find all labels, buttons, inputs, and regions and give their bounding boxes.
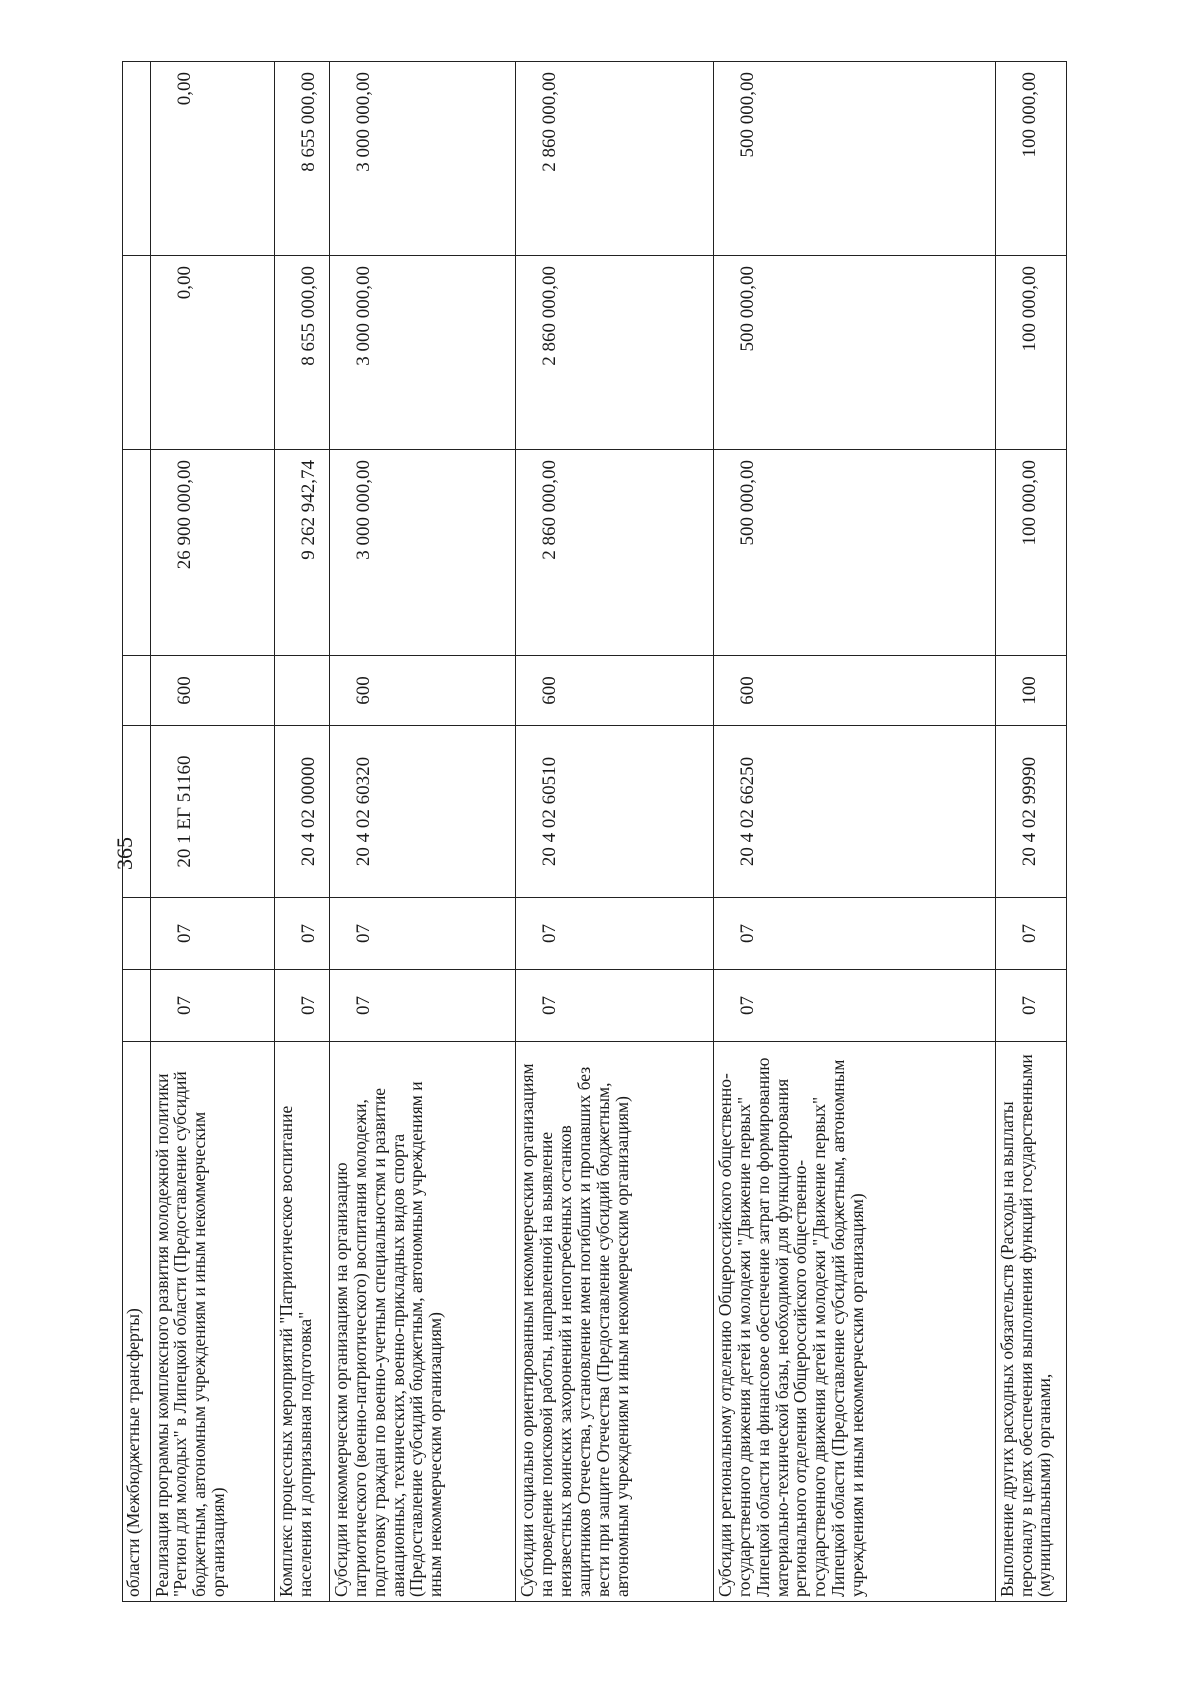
amount-2: 0,00: [150, 256, 274, 450]
amount-2: 8 655 000,00: [274, 256, 329, 450]
amount-3: 2 860 000,00: [516, 62, 714, 256]
row-name: Реализация программы комплексного развития молодежной политики "Регион для молодых" в Липецкой области (Предоставление субсидий бюджетным, автономным учреждениям и иным некоммерческим организациям): [150, 1042, 274, 1602]
section-code: 07: [995, 970, 1066, 1042]
subsection-code: 07: [329, 898, 515, 970]
target-code: 20 4 02 60510: [516, 726, 714, 898]
subsection-code: 07: [995, 898, 1066, 970]
expense-type-code: [274, 656, 329, 726]
amount-2: 2 860 000,00: [516, 256, 714, 450]
amount-1: 500 000,00: [713, 450, 995, 656]
table-row: [150, 62, 274, 1602]
table-row: [274, 62, 329, 1602]
table-row: [713, 62, 995, 1602]
subsection-code: 07: [713, 898, 995, 970]
table-row: [995, 62, 1066, 1602]
amount-1: 2 860 000,00: [516, 450, 714, 656]
amount-1: 100 000,00: [995, 450, 1066, 656]
amount-1: [123, 450, 151, 656]
row-name: области (Межбюджетные трансферты): [123, 1042, 151, 1602]
amount-2: 100 000,00: [995, 256, 1066, 450]
expense-type-code: 600: [329, 656, 515, 726]
table-row: [123, 62, 151, 1602]
amount-3: 500 000,00: [713, 62, 995, 256]
subsection-code: 07: [150, 898, 274, 970]
section-code: 07: [150, 970, 274, 1042]
subsection-code: 07: [516, 898, 714, 970]
amount-2: 500 000,00: [713, 256, 995, 450]
section-code: 07: [713, 970, 995, 1042]
row-name: Субсидии некоммерческим организациям на организацию патриотического (военно-патриотического) воспитания молодежи, подготовку граждан по военно-учетным специальностям и развитие авиационных, технических, военно-прикладных видов спорта (Предоставление субсидий бюджетным, автономным учреждениям и иным некоммерческим организациям): [329, 1042, 515, 1602]
target-code: 20 4 02 99990: [995, 726, 1066, 898]
target-code: 20 4 02 60320: [329, 726, 515, 898]
expense-type-code: 600: [713, 656, 995, 726]
target-code: 20 4 02 00000: [274, 726, 329, 898]
amount-3: 0,00: [150, 62, 274, 256]
expense-type-code: 600: [150, 656, 274, 726]
subsection-code: 07: [274, 898, 329, 970]
amount-2: [123, 256, 151, 450]
amount-3: [123, 62, 151, 256]
amount-1: 3 000 000,00: [329, 450, 515, 656]
budget-table: [122, 61, 1067, 1602]
target-code: [123, 726, 151, 898]
section-code: [123, 970, 151, 1042]
row-name: Субсидии региональному отделению Общероссийского общественно-государственного движения детей и молодежи "Движение первых" Липецкой области на финансовое обеспечение затрат по формированию материально-технической базы, необходимой для функционирования регионального отделения Общероссийского общественно-государственного движения детей и молодежи "Движение первых" Липецкой области (Предоставление субсидий бюджетным, автономным учреждениям и иным некоммерческим организациям): [713, 1042, 995, 1602]
section-code: 07: [329, 970, 515, 1042]
row-name: Субсидии социально ориентированным некоммерческим организациям на проведение поисковой работы, направленной на выявление неизвестных воинских захоронений и непогребенных останков защитников Отечества, установление имен погибших и пропавших без вести при защите Отечества (Предоставление субсидий бюджетным, автономным учреждениям и иным некоммерческим организациям): [516, 1042, 714, 1602]
expense-type-code: 100: [995, 656, 1066, 726]
expense-type-code: [123, 656, 151, 726]
amount-3: 100 000,00: [995, 62, 1066, 256]
rotated-table-wrapper: [122, 62, 1067, 1602]
page-number: 365: [112, 837, 137, 870]
row-name: Комплекс процессных мероприятий "Патриотическое воспитание населения и допризывная подготовка": [274, 1042, 329, 1602]
section-code: 07: [516, 970, 714, 1042]
amount-2: 3 000 000,00: [329, 256, 515, 450]
table-row: [516, 62, 714, 1602]
section-code: 07: [274, 970, 329, 1042]
amount-3: 8 655 000,00: [274, 62, 329, 256]
table-row: [329, 62, 515, 1602]
subsection-code: [123, 898, 151, 970]
target-code: 20 1 ЕГ 51160: [150, 726, 274, 898]
target-code: 20 4 02 66250: [713, 726, 995, 898]
amount-1: 9 262 942,74: [274, 450, 329, 656]
expense-type-code: 600: [516, 656, 714, 726]
row-name: Выполнение других расходных обязательств (Расходы на выплаты персоналу в целях обеспечения выполнения функций государственными (муниципальными) органами,: [995, 1042, 1066, 1602]
amount-1: 26 900 000,00: [150, 450, 274, 656]
amount-3: 3 000 000,00: [329, 62, 515, 256]
